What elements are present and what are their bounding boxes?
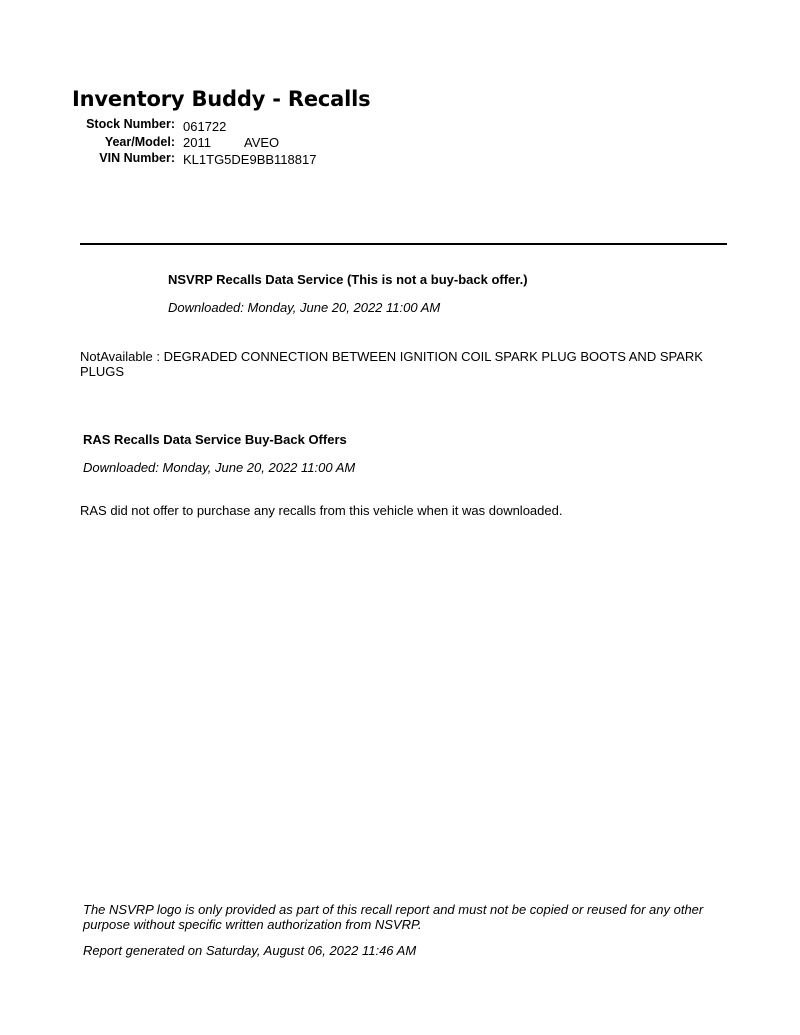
stock-number-value: 061722: [183, 119, 227, 134]
vin-number-value: KL1TG5DE9BB118817: [183, 152, 317, 167]
nsvrp-recall-text: NotAvailable : DEGRADED CONNECTION BETWEEN IGNITION COIL SPARK PLUG BOOTS AND SPARK PLUGS: [80, 349, 703, 379]
ras-downloaded: Downloaded: Monday, June 20, 2022 11:00 AM: [83, 460, 356, 475]
nsvrp-heading: NSVRP Recalls Data Service (This is not a buy-back offer.): [168, 272, 528, 287]
report-generated: Report generated on Saturday, August 06, 2022 11:46 AM: [83, 943, 417, 958]
footer-disclaimer: The NSVRP logo is only provided as part of this recall report and must not be copied or reused for any other purpose without specific written authorization from NSVRP.: [83, 902, 704, 932]
year-value: 2011: [183, 135, 211, 150]
model-value: AVEO: [244, 135, 280, 150]
ras-heading: RAS Recalls Data Service Buy-Back Offers: [83, 432, 347, 447]
ras-message: RAS did not offer to purchase any recalls from this vehicle when it was downloaded.: [80, 503, 563, 518]
stock-number-label: Stock Number:: [86, 117, 175, 131]
year-model-label: Year/Model:: [104, 135, 175, 149]
nsvrp-downloaded: Downloaded: Monday, June 20, 2022 11:00 AM: [168, 300, 441, 315]
page-title: Inventory Buddy - Recalls: [72, 87, 371, 111]
section-divider: [80, 243, 727, 245]
vin-number-label: VIN Number:: [99, 151, 175, 165]
